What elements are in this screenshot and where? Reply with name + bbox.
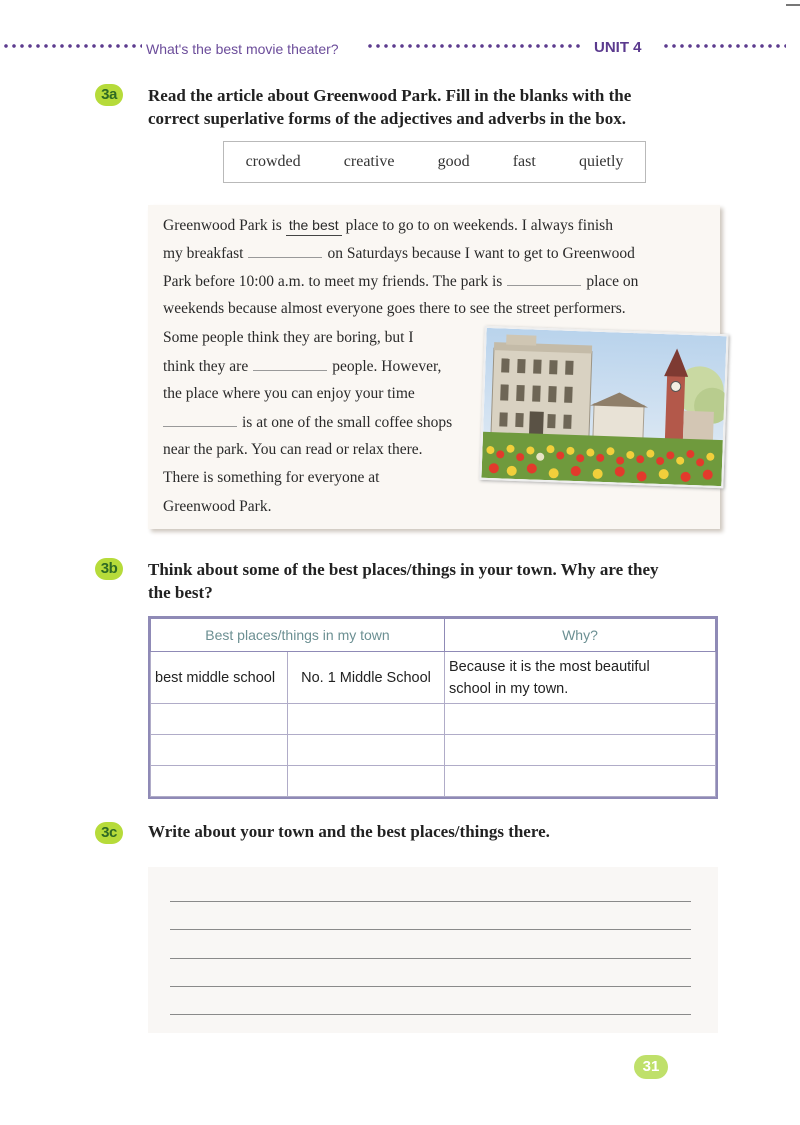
example-answer: the best bbox=[286, 215, 342, 236]
cell-why: Because it is the most beautiful school in my town. bbox=[445, 652, 716, 704]
article-text: place to go to on weekends. I always finish bbox=[345, 217, 613, 234]
writing-line bbox=[170, 929, 691, 930]
park-photo bbox=[479, 326, 728, 488]
article-line bbox=[163, 215, 613, 236]
park-photo-illustration bbox=[481, 328, 726, 486]
article-text: on Saturdays because I want to get to Greenwood bbox=[327, 245, 635, 262]
answer-blank-3[interactable] bbox=[253, 356, 327, 371]
cell-name: No. 1 Middle School bbox=[288, 652, 445, 704]
table-header-row bbox=[151, 619, 716, 652]
table-row bbox=[151, 652, 716, 704]
header-dots-middle bbox=[366, 42, 584, 50]
badge-3a: 3a bbox=[95, 84, 123, 106]
best-places-table bbox=[148, 616, 718, 799]
article-text: my breakfast bbox=[163, 245, 244, 262]
instruction-3c: Write about your town and the best places/things there. bbox=[148, 822, 550, 841]
article-text: is at one of the small coffee shops bbox=[242, 414, 453, 431]
empty-cell[interactable] bbox=[151, 735, 288, 766]
instruction-3a-line1: Read the article about Greenwood Park. Fill in the blanks with the bbox=[148, 86, 632, 105]
instruction-3b-line2: the best? bbox=[148, 583, 213, 602]
article-line: Greenwood Park. bbox=[163, 498, 272, 515]
empty-cell[interactable] bbox=[445, 704, 716, 735]
empty-cell[interactable] bbox=[445, 766, 716, 797]
table-row bbox=[151, 766, 716, 797]
header-dots-left bbox=[2, 42, 142, 50]
header-best-places: Best places/things in my town bbox=[151, 619, 445, 652]
badge-3b: 3b bbox=[95, 558, 123, 580]
page-number: 31 bbox=[634, 1055, 668, 1079]
article-text: people. However, bbox=[332, 358, 442, 375]
article-line: the place where you can enjoy your time bbox=[163, 385, 415, 402]
empty-cell[interactable] bbox=[151, 704, 288, 735]
instruction-3b-line1: Think about some of the best places/things in your town. Why are they bbox=[148, 560, 659, 579]
article-panel bbox=[148, 205, 720, 529]
header-dots-right bbox=[662, 42, 786, 50]
answer-blank-1[interactable] bbox=[248, 243, 322, 258]
article-line: weekends because almost everyone goes there to see the street performers. bbox=[163, 300, 626, 317]
answer-blank-4[interactable] bbox=[163, 412, 237, 427]
article-line bbox=[163, 243, 635, 264]
word-item: quietly bbox=[578, 153, 624, 170]
article-text: Greenwood Park is bbox=[163, 217, 282, 234]
badge-3c: 3c bbox=[95, 822, 123, 844]
article-line: near the park. You can read or relax there. bbox=[163, 441, 423, 458]
cell-place: best middle school bbox=[151, 652, 288, 704]
writing-line bbox=[170, 1014, 691, 1015]
writing-line bbox=[170, 958, 691, 959]
article-text: place on bbox=[586, 273, 639, 290]
word-item: fast bbox=[512, 153, 536, 170]
word-item: creative bbox=[343, 153, 395, 170]
writing-area[interactable] bbox=[148, 867, 718, 1033]
empty-cell[interactable] bbox=[151, 766, 288, 797]
writing-line bbox=[170, 986, 691, 987]
article-line bbox=[163, 271, 638, 292]
empty-cell[interactable] bbox=[288, 766, 445, 797]
article-line bbox=[163, 412, 452, 433]
word-box bbox=[223, 141, 646, 183]
writing-line bbox=[170, 901, 691, 902]
header-why: Why? bbox=[445, 619, 716, 652]
unit-label: UNIT 4 bbox=[594, 39, 642, 56]
word-item: good bbox=[437, 153, 470, 170]
table-row bbox=[151, 704, 716, 735]
instruction-3a bbox=[148, 84, 631, 130]
instruction-3a-line2: correct superlative forms of the adjectives and adverbs in the box. bbox=[148, 109, 626, 128]
table-row bbox=[151, 735, 716, 766]
empty-cell[interactable] bbox=[288, 704, 445, 735]
article-text: think they are bbox=[163, 358, 249, 375]
header-title: What's the best movie theater? bbox=[146, 41, 339, 57]
empty-cell[interactable] bbox=[445, 735, 716, 766]
article-text: Park before 10:00 a.m. to meet my friends. The park is bbox=[163, 273, 503, 290]
word-item: crowded bbox=[245, 153, 301, 170]
article-line: Some people think they are boring, but I bbox=[163, 329, 414, 346]
page-header bbox=[0, 38, 800, 62]
article-line: There is something for everyone at bbox=[163, 469, 380, 486]
instruction-3b bbox=[148, 558, 659, 604]
empty-cell[interactable] bbox=[288, 735, 445, 766]
corner-mark bbox=[786, 4, 800, 6]
article-line bbox=[163, 356, 441, 377]
answer-blank-2[interactable] bbox=[507, 271, 581, 286]
